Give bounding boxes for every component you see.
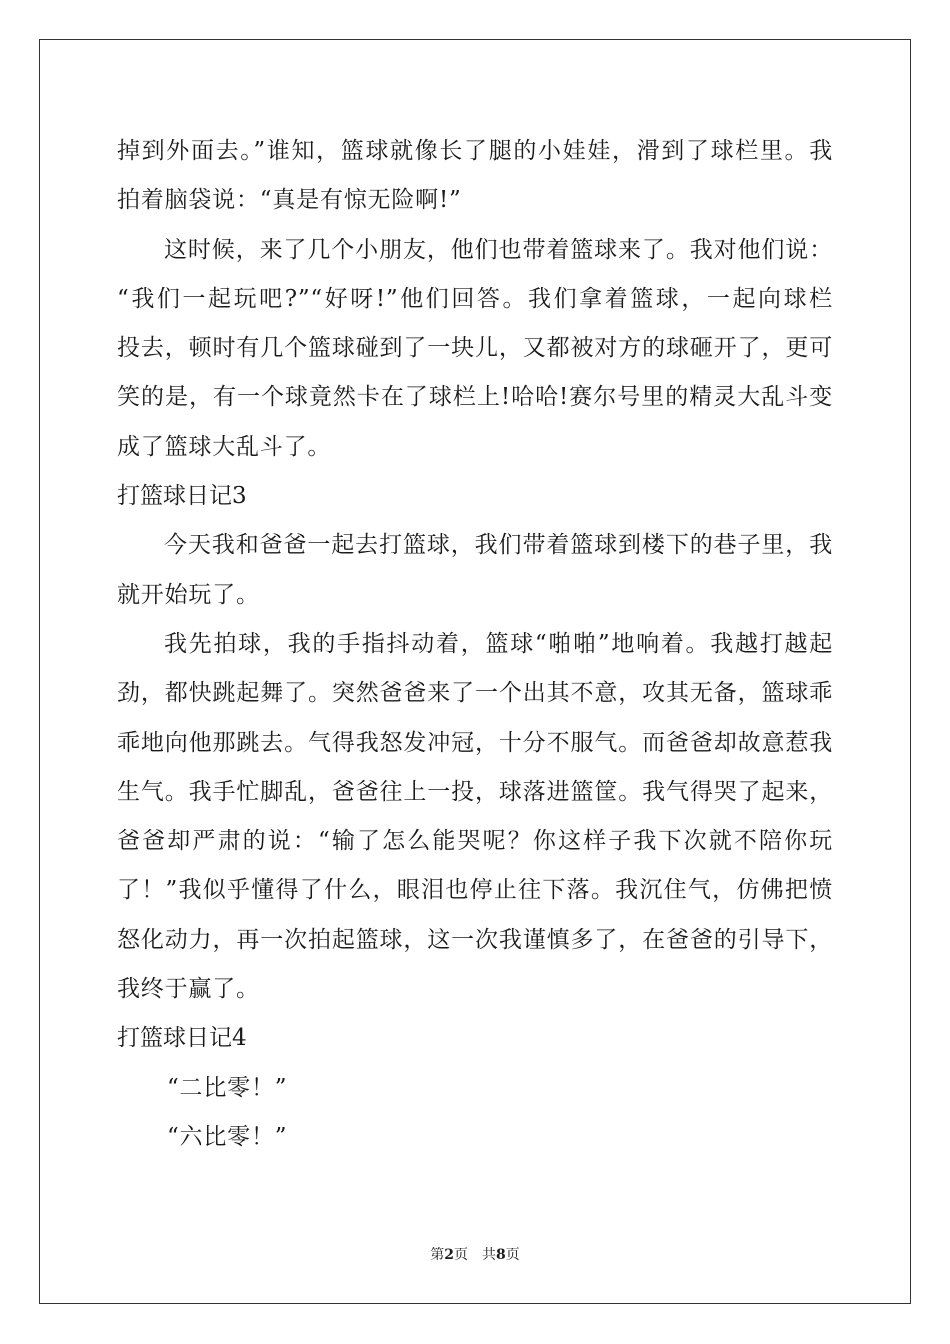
text-line: 生气。我手忙脚乱，爸爸往上一投，球落进篮筐。我气得哭了起来， [117,778,833,805]
text-line: 爸爸却严肃的说：“输了怎么能哭呢？你这样子我下次就不陪你玩 [117,828,833,855]
text-line: 劲，都快跳起舞了。突然爸爸来了一个出其不意，攻其无备，篮球乖 [117,680,833,707]
text-line: 这时候，来了几个小朋友，他们也带着篮球来了。我对他们说： [164,236,833,263]
section-heading: 打篮球日记4 [117,1025,247,1052]
text-line: “二比零！” [167,1074,288,1101]
text-line: 拍着脑袋说：“真是有惊无险啊!” [117,187,462,214]
text-line: 今天我和爸爸一起去打篮球，我们带着篮球到楼下的巷子里，我 [164,532,833,559]
page-footer [0,1244,950,1264]
text-line: 掉到外面去。”谁知，篮球就像长了腿的小娃娃，滑到了球栏里。我 [117,138,833,164]
text-line: 笑的是，有一个球竟然卡在了球栏上!哈哈!赛尔号里的精灵大乱斗变 [117,384,833,411]
document-body [117,127,833,1162]
footer-prefix: 第 [430,1247,445,1263]
footer-total-suffix: 页 [505,1247,520,1263]
text-line: 成了篮球大乱斗了。 [117,433,332,460]
text-line: 投去，顿时有几个篮球碰到了一块儿，又都被对方的球砸开了，更可 [117,335,833,362]
text-line: 我先拍球，我的手指抖动着，篮球“啪啪”地响着。我越打越起 [164,630,833,657]
section-heading: 打篮球日记3 [117,483,247,510]
text-line: “六比零！” [167,1123,288,1150]
footer-page-suffix: 页 [454,1247,468,1263]
text-line: 我终于赢了。 [117,976,260,1003]
current-page-number: 2 [444,1247,454,1263]
total-page-number: 8 [496,1247,506,1263]
text-line: “我们一起玩吧?”“好呀!”他们回答。我们拿着篮球，一起向球栏 [117,285,833,312]
footer-total-prefix: 共 [482,1247,496,1263]
text-line: 怒化动力，再一次拍起篮球，这一次我谨慎多了，在爸爸的引导下， [117,926,833,953]
text-line: 乖地向他那跳去。气得我怒发冲冠，十分不服气。而爸爸却故意惹我 [117,729,833,756]
text-line: 了！”我似乎懂得了什么，眼泪也停止往下落。我沉住气，仿佛把愤 [117,877,833,904]
text-line: 就开始玩了。 [117,581,260,608]
